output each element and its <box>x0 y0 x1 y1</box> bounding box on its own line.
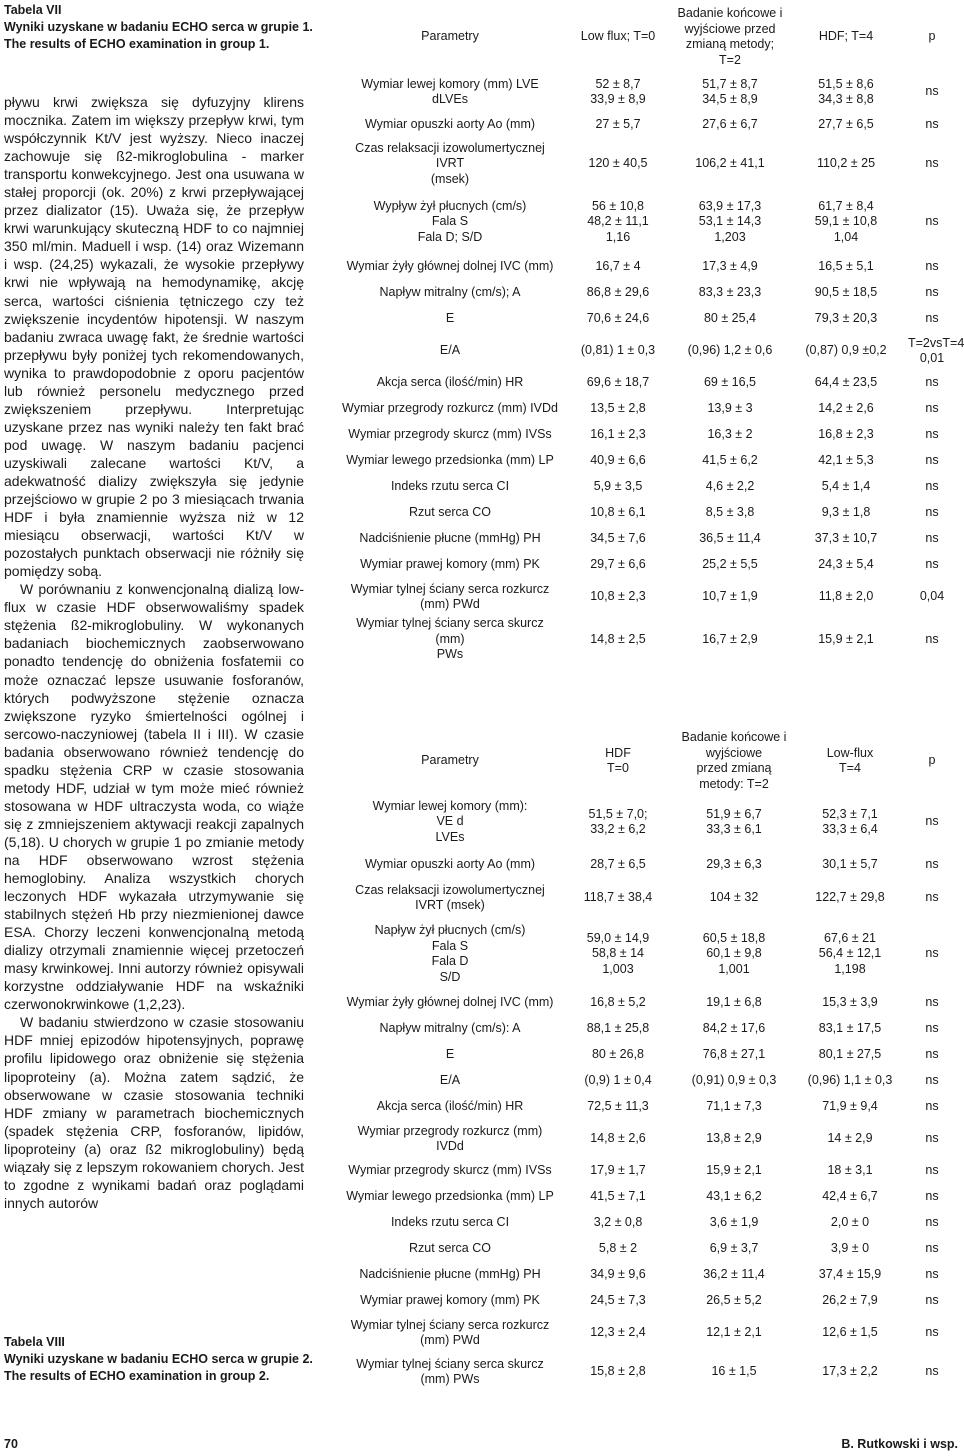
p-value-cell: ns <box>925 814 939 829</box>
table-vii-header-cell: Parametry <box>421 29 479 44</box>
value-cell: 104 ± 32 <box>709 890 759 905</box>
p-value-cell: ns <box>925 285 939 300</box>
table-viii-label: Tabela VIII <box>4 1335 65 1349</box>
value-cell: 36,2 ± 11,4 <box>703 1267 765 1282</box>
table-row <box>338 852 958 878</box>
parameter-cell: Wymiar opuszki aorty Ao (mm) <box>364 117 536 132</box>
table-row <box>338 190 958 254</box>
value-cell: 69,6 ± 18,7 <box>586 375 650 390</box>
p-value-cell: ns <box>925 214 939 229</box>
p-value-cell: ns <box>925 1099 939 1114</box>
value-cell: 14 ± 2,9 <box>827 1131 873 1146</box>
p-value-cell: ns <box>925 1364 939 1379</box>
parameter-cell: E/A <box>439 343 461 358</box>
value-cell: (0,81) 1 ± 0,3 <box>580 343 656 358</box>
table-vii-header-cell: Low flux; T=0 <box>580 29 656 44</box>
value-cell: 16,1 ± 2,3 <box>590 427 646 442</box>
value-cell: 16,7 ± 4 <box>595 259 641 274</box>
table-row <box>338 370 958 396</box>
p-value-cell: ns <box>925 156 939 171</box>
value-cell: 86,8 ± 29,6 <box>586 285 650 300</box>
p-value-cell: ns <box>925 427 939 442</box>
value-cell: 34,5 ± 7,6 <box>590 531 646 546</box>
p-value-cell: ns <box>925 1241 939 1256</box>
value-cell: 52,3 ± 7,1 33,3 ± 6,4 <box>822 806 878 836</box>
table-viii-title-en: The results of ECHO examination in group 2. <box>4 1369 270 1383</box>
p-value-cell: ns <box>925 1047 939 1062</box>
table-vii <box>338 2 964 663</box>
table-vii-title-pl: Wyniki uzyskane w badaniu ECHO serca w grupie 1. <box>4 20 313 34</box>
value-cell: 5,8 ± 2 <box>598 1241 638 1256</box>
value-cell: 27,6 ± 6,7 <box>702 117 758 132</box>
table-vii-caption <box>4 2 334 53</box>
table-row <box>338 878 958 918</box>
value-cell: 84,2 ± 17,6 <box>702 1021 766 1036</box>
value-cell: 14,8 ± 2,5 <box>590 631 646 646</box>
table-row <box>338 396 958 422</box>
body-paragraph-3: W badaniu stwierdzono w czasie stosowaniu HDF mniej epizodów hipotensyjnych, poprawę profilu lipidowego oraz obniżenie się stężenia lipoproteiny (a). Można zatem sądzić, że obserwowane w czasie stosowania techniki HDF zmiany w parametrach biochemicznych (spadek stężenia CRP, fosforanów, lipidów, lipoproteiny (a) oraz ß2 mikroglobuliny) będą wiązały się z lepszym rokowaniem chorych. Jest to zgodne z wynikami badań oraz poglądami innych autorów <box>4 1014 304 1211</box>
table-row <box>338 552 958 578</box>
table-row <box>338 1288 958 1314</box>
parameter-cell: Nadciśnienie płucne (mmHg) PH <box>359 531 541 546</box>
parameter-cell: Akcja serca (ilość/min) HR <box>376 375 524 390</box>
value-cell: 51,5 ± 8,6 34,3 ± 8,8 <box>818 76 874 106</box>
p-value-cell: ns <box>925 1021 939 1036</box>
table-row <box>338 1094 958 1120</box>
value-cell: 43,1 ± 6,2 <box>706 1189 762 1204</box>
p-value-cell: ns <box>925 1267 939 1282</box>
value-cell: 17,3 ± 2,2 <box>822 1364 878 1379</box>
parameter-cell: Wymiar opuszki aorty Ao (mm) <box>364 857 536 872</box>
value-cell: 16 ± 1,5 <box>711 1364 757 1379</box>
table-row <box>338 792 958 852</box>
parameter-cell: Akcja serca (ilość/min) HR <box>376 1099 524 1114</box>
parameter-cell: E <box>445 1047 455 1062</box>
value-cell: 56 ± 10,8 48,2 ± 11,1 1,16 <box>587 198 649 244</box>
value-cell: 24,3 ± 5,4 <box>818 557 874 572</box>
value-cell: 90,5 ± 18,5 <box>814 285 878 300</box>
value-cell: (0,9) 1 ± 0,4 <box>584 1073 652 1088</box>
value-cell: 25,2 ± 5,5 <box>702 557 758 572</box>
parameter-cell: Indeks rzutu serca CI <box>390 479 510 494</box>
table-viii-header-cell: Parametry <box>421 753 479 768</box>
p-value-cell: ns <box>925 259 939 274</box>
parameter-cell: Wymiar żyły głównej dolnej IVC (mm) <box>346 259 554 274</box>
value-cell: 118,7 ± 38,4 <box>583 890 653 905</box>
value-cell: 15,9 ± 2,1 <box>818 631 874 646</box>
p-value-cell: ns <box>925 995 939 1010</box>
p-value-cell: ns <box>925 401 939 416</box>
value-cell: 10,8 ± 6,1 <box>590 505 646 520</box>
table-viii-header-row <box>338 730 958 792</box>
p-value-cell: ns <box>925 531 939 546</box>
value-cell: 34,9 ± 9,6 <box>590 1267 646 1282</box>
value-cell: 42,1 ± 5,3 <box>818 453 874 468</box>
p-value-cell: ns <box>925 1163 939 1178</box>
value-cell: 63,9 ± 17,3 53,1 ± 14,3 1,203 <box>698 198 762 244</box>
p-value-cell: ns <box>925 375 939 390</box>
table-row <box>338 280 958 306</box>
p-value-cell: ns <box>925 1215 939 1230</box>
value-cell: 16,8 ± 5,2 <box>590 995 646 1010</box>
table-viii-title-pl: Wyniki uzyskane w badaniu ECHO serca w grupie 2. <box>4 1352 313 1366</box>
p-value-cell: ns <box>925 1189 939 1204</box>
value-cell: (0,96) 1,2 ± 0,6 <box>687 343 773 358</box>
body-paragraph-2: W porównaniu z konwencjonalną dializą low-flux w czasie HDF obserwowaliśmy spadek stężenia ß2-mikroglobuliny. W wykonanych badaniach biochemicznych zaobserwowano ponadto tendencję do obniżenia fosfatemii co może oznaczać lepsze usuwanie fosforanów, których podwyższone stężenie oznacza zwiększone ryzyko śmiertelności ogólnej i sercowo-naczyniowej (tabela II i III). W czasie badania obserwowano również tendencję do spadku stężenia CRP w czasie stosowania metody HDF, udział w tym może mieć również stosowana w HDF ultraczysta woda, co wiąże się z zmniejszeniem aktywacji reakcji zapalnych (5,18). U chorych w grupie 1 po zmianie metody na HDF obserwowano wzrost stężenia hemoglobiny. Analiza wszystkich chorych leczonych HDF wykazała utrzymywanie się stabilnych stężeń Hb przy niezmienionej dawce ESA. Chorzy leczeni konwencjonalną metodą dializy otrzymali znamiennie więcej przetoczeń masy krwinkowej. Inni autorzy również opisywali korzystne oddziaływanie HDF na wskaźniki czerwonokrwinkowe (1,2,23). <box>4 581 304 1013</box>
p-value-cell: ns <box>925 557 939 572</box>
parameter-cell: Wymiar lewej komory (mm): VE d LVEs <box>372 798 528 844</box>
value-cell: 110,2 ± 25 <box>816 156 876 171</box>
parameter-cell: Wymiar tylnej ściany serca rozkurcz (mm) PWd <box>350 1317 550 1347</box>
parameter-cell: Wymiar przegrody skurcz (mm) IVSs <box>348 427 552 442</box>
table-vii-header-cell: HDF; T=4 <box>818 29 874 44</box>
table-vii-header-cell: Badanie końcowe i wyjściowe przed zmianą metody; T=2 <box>677 6 783 67</box>
table-row <box>338 1236 958 1262</box>
value-cell: 41,5 ± 7,1 <box>590 1189 646 1204</box>
value-cell: 64,4 ± 23,5 <box>814 375 878 390</box>
parameter-cell: Czas relaksacji izowolumertycznej IVRT (msek) <box>355 140 545 186</box>
value-cell: 30,1 ± 5,7 <box>822 857 878 872</box>
p-value-cell: ns <box>925 1073 939 1088</box>
table-row <box>338 1210 958 1236</box>
value-cell: 122,7 ± 29,8 <box>815 890 885 905</box>
p-value-cell: ns <box>925 890 939 905</box>
value-cell: 4,6 ± 2,2 <box>705 479 755 494</box>
table-row <box>338 1120 958 1158</box>
table-row <box>338 448 958 474</box>
table-row <box>338 1042 958 1068</box>
table-row <box>338 616 958 663</box>
value-cell: 106,2 ± 41,1 <box>695 156 765 171</box>
value-cell: 29,7 ± 6,6 <box>590 557 646 572</box>
parameter-cell: Rzut serca CO <box>409 1241 491 1256</box>
value-cell: 36,5 ± 11,4 <box>699 531 761 546</box>
parameter-cell: Wymiar tylnej ściany serca skurcz (mm) PWs <box>356 1356 544 1386</box>
parameter-cell: Wymiar lewej komory (mm) LVE dLVEs <box>361 76 539 106</box>
parameter-cell: E <box>445 311 455 326</box>
p-value-cell: ns <box>925 453 939 468</box>
parameter-cell: Rzut serca CO <box>409 505 491 520</box>
parameter-cell: Nadciśnienie płucne (mmHg) PH <box>359 1267 541 1282</box>
value-cell: 3,2 ± 0,8 <box>593 1215 643 1230</box>
value-cell: 14,8 ± 2,6 <box>590 1131 646 1146</box>
parameter-cell: Wymiar tylnej ściany serca rozkurcz (mm) PWd <box>350 581 550 611</box>
value-cell: 10,8 ± 2,3 <box>590 589 646 604</box>
value-cell: 17,3 ± 4,9 <box>702 259 758 274</box>
table-row <box>338 918 958 990</box>
value-cell: 3,6 ± 1,9 <box>709 1215 759 1230</box>
parameter-cell: Wymiar lewego przedsionka (mm) LP <box>346 1189 554 1204</box>
table-row <box>338 1016 958 1042</box>
value-cell: 15,8 ± 2,8 <box>590 1364 646 1379</box>
value-cell: 18 ± 3,1 <box>827 1163 873 1178</box>
table-row <box>338 1352 958 1392</box>
table-row <box>338 1158 958 1184</box>
p-value-cell: ns <box>925 505 939 520</box>
table-viii-header-cell: HDF T=0 <box>605 745 631 775</box>
value-cell: 26,5 ± 5,2 <box>706 1293 762 1308</box>
value-cell: 16,5 ± 5,1 <box>818 259 874 274</box>
table-vii-header-row <box>338 2 958 72</box>
value-cell: 13,9 ± 3 <box>707 401 753 416</box>
table-row <box>338 474 958 500</box>
p-value-cell: 0,04 <box>919 589 945 604</box>
value-cell: 14,2 ± 2,6 <box>818 401 874 416</box>
parameter-cell: Napływ mitralny (cm/s); A <box>379 285 521 300</box>
value-cell: 5,4 ± 1,4 <box>821 479 871 494</box>
parameter-cell: Czas relaksacji izowolumertycznej IVRT (msek) <box>355 882 545 912</box>
parameter-cell: Wymiar tylnej ściany serca skurcz (mm) PWs <box>356 616 544 661</box>
value-cell: 9,3 ± 1,8 <box>821 505 871 520</box>
parameter-cell: Napływ mitralny (cm/s): A <box>379 1021 521 1036</box>
table-row <box>338 112 958 138</box>
value-cell: 120 ± 40,5 <box>588 156 648 171</box>
value-cell: 37,4 ± 15,9 <box>818 1267 882 1282</box>
table-row <box>338 1068 958 1094</box>
value-cell: 51,7 ± 8,7 34,5 ± 8,9 <box>702 76 758 106</box>
value-cell: 2,0 ± 0 <box>830 1215 870 1230</box>
value-cell: 8,5 ± 3,8 <box>705 505 755 520</box>
parameter-cell: Wymiar przegrody rozkurcz (mm) IVDd <box>342 401 558 416</box>
value-cell: 83,3 ± 23,3 <box>698 285 762 300</box>
value-cell: 12,6 ± 1,5 <box>822 1325 878 1340</box>
table-viii-caption <box>4 1334 334 1385</box>
table-viii <box>338 730 958 1392</box>
table-viii-header-cell: Badanie końcowe i wyjściowe przed zmianą metody: T=2 <box>681 730 787 791</box>
parameter-cell: Wymiar przegrody rozkurcz (mm) IVDd <box>357 1123 543 1153</box>
value-cell: 24,5 ± 7,3 <box>590 1293 646 1308</box>
parameter-cell: Wypływ żył płucnych (cm/s) Fala S Fala D; S/D <box>373 198 527 244</box>
value-cell: 10,7 ± 1,9 <box>702 589 758 604</box>
value-cell: 80 ± 26,8 <box>591 1047 645 1062</box>
value-cell: 70,6 ± 24,6 <box>586 311 650 326</box>
table-row <box>338 1314 958 1352</box>
value-cell: 88,1 ± 25,8 <box>586 1021 650 1036</box>
parameter-cell: Wymiar żyły głównej dolnej IVC (mm) <box>346 995 554 1010</box>
value-cell: 27 ± 5,7 <box>595 117 641 132</box>
body-text-column <box>4 93 304 1212</box>
value-cell: 67,6 ± 21 56,4 ± 12,1 1,198 <box>818 930 882 976</box>
table-vii-title-en: The results of ECHO examination in group 1. <box>4 37 270 51</box>
value-cell: 12,3 ± 2,4 <box>590 1325 646 1340</box>
parameter-cell: Wymiar prawej komory (mm) PK <box>360 557 540 572</box>
p-value-cell: ns <box>925 117 939 132</box>
value-cell: 52 ± 8,7 33,9 ± 8,9 <box>590 76 646 106</box>
value-cell: 80 ± 25,4 <box>703 311 757 326</box>
table-row <box>338 1262 958 1288</box>
running-author: B. Rutkowski i wsp. <box>841 1437 958 1451</box>
value-cell: 80,1 ± 27,5 <box>818 1047 882 1062</box>
table-row <box>338 422 958 448</box>
value-cell: 26,2 ± 7,9 <box>822 1293 878 1308</box>
p-value-cell: ns <box>925 631 939 646</box>
value-cell: 16,8 ± 2,3 <box>818 427 874 442</box>
value-cell: 17,9 ± 1,7 <box>590 1163 646 1178</box>
p-value-cell: T=2vsT=4 0,01 <box>908 335 964 365</box>
table-row <box>338 254 958 280</box>
value-cell: 59,0 ± 14,9 58,8 ± 14 1,003 <box>586 930 650 976</box>
p-value-cell: ns <box>925 1325 939 1340</box>
table-row <box>338 332 958 370</box>
value-cell: (0,87) 0,9 ±0,2 <box>805 343 887 358</box>
p-value-cell: ns <box>925 1131 939 1146</box>
value-cell: 15,9 ± 2,1 <box>706 1163 762 1178</box>
table-row <box>338 578 958 616</box>
value-cell: 3,9 ± 0 <box>830 1241 870 1256</box>
value-cell: 61,7 ± 8,4 59,1 ± 10,8 1,04 <box>814 198 878 244</box>
value-cell: 42,4 ± 6,7 <box>822 1189 878 1204</box>
value-cell: (0,91) 0,9 ± 0,3 <box>691 1073 777 1088</box>
table-row <box>338 306 958 332</box>
value-cell: 19,1 ± 6,8 <box>706 995 762 1010</box>
table-row <box>338 1184 958 1210</box>
parameter-cell: Wymiar prawej komory (mm) PK <box>360 1293 540 1308</box>
table-vii-header-cell: p <box>928 29 936 44</box>
value-cell: 71,9 ± 9,4 <box>822 1099 878 1114</box>
table-vii-label: Tabela VII <box>4 3 62 17</box>
value-cell: 6,9 ± 3,7 <box>709 1241 759 1256</box>
value-cell: 16,3 ± 2 <box>707 427 753 442</box>
body-paragraph-1: pływu krwi zwiększa się dyfuzyjny klirens mocznika. Zatem im większy przepływ krwi, tym współczynnik Kt/V jest wyższy. Nieco inaczej zachowuje się ß2-mikroglobulina - marker transportu konwekcyjnego. Jest ona usuwana w stałej proporcji (ok. 20%) z krwi przepływającej przez dializator (15). Uważa się, że przepływ krwi warunkujący skuteczną HDF to co najmniej 350 ml/min. Maduell i wsp. (14) oraz Wizemann i wsp. (24,25) wykazali, że wysokie przepływy krwi nie wpływają na hemodynamikę, akcję serca, wartości ciśnienia tętniczego czy też zwiększenie incydentów hipotensji. W naszym badaniu zwraca uwagę fakt, że średnie wartości przepływu były poniżej tych rekomendowanych, wynika to prawdopodobnie z oporu pacjentów lub również personelu medycznego przed zwiększeniem przepływu. Interpretując uzyskane przez nas wyniki należy ten fakt brać pod uwagę. W naszym badaniu pacjenci uzyskiwali zalecane wartości Kt/V, a adekwatność dializy zwiększyła się jedynie przejściowo w grupie 2 po 3 miesiącach trwania HDF i była znamiennie wyższa niż w 12 miesiącu obserwacji, wartości Kt/V w pozostałych punktach obserwacji nie różniły się pomiędzy sobą. <box>4 94 304 580</box>
value-cell: 72,5 ± 11,3 <box>587 1099 649 1114</box>
value-cell: 11,8 ± 2,0 <box>818 589 874 604</box>
value-cell: 60,5 ± 18,8 60,1 ± 9,8 1,001 <box>702 930 766 976</box>
value-cell: 51,5 ± 7,0; 33,2 ± 6,2 <box>588 806 648 836</box>
value-cell: 37,3 ± 10,7 <box>814 531 878 546</box>
table-row <box>338 526 958 552</box>
value-cell: 29,3 ± 6,3 <box>706 857 762 872</box>
page-number: 70 <box>4 1437 18 1451</box>
parameter-cell: Wymiar przegrody skurcz (mm) IVSs <box>348 1163 552 1178</box>
p-value-cell: ns <box>925 479 939 494</box>
value-cell: 71,1 ± 7,3 <box>706 1099 762 1114</box>
parameter-cell: E/A <box>439 1073 461 1088</box>
value-cell: 28,7 ± 6,5 <box>590 857 646 872</box>
table-viii-header-cell: Low-flux T=4 <box>826 745 874 775</box>
value-cell: 15,3 ± 3,9 <box>822 995 878 1010</box>
value-cell: 79,3 ± 20,3 <box>814 311 878 326</box>
p-value-cell: ns <box>925 946 939 961</box>
value-cell: 13,8 ± 2,9 <box>706 1131 762 1146</box>
value-cell: 76,8 ± 27,1 <box>702 1047 766 1062</box>
table-row <box>338 500 958 526</box>
table-row <box>338 990 958 1016</box>
value-cell: 12,1 ± 2,1 <box>706 1325 762 1340</box>
p-value-cell: ns <box>925 84 939 99</box>
p-value-cell: ns <box>925 1293 939 1308</box>
value-cell: 69 ± 16,5 <box>703 375 757 390</box>
parameter-cell: Indeks rzutu serca CI <box>390 1215 510 1230</box>
value-cell: 16,7 ± 2,9 <box>702 631 758 646</box>
value-cell: 40,9 ± 6,6 <box>590 453 646 468</box>
p-value-cell: ns <box>925 857 939 872</box>
table-row <box>338 72 958 112</box>
value-cell: 27,7 ± 6,5 <box>818 117 874 132</box>
parameter-cell: Napływ żył płucnych (cm/s) Fala S Fala D S/D <box>374 923 526 984</box>
value-cell: 13,5 ± 2,8 <box>590 401 646 416</box>
value-cell: 5,9 ± 3,5 <box>593 479 643 494</box>
value-cell: 41,5 ± 6,2 <box>702 453 758 468</box>
parameter-cell: Wymiar lewego przedsionka (mm) LP <box>346 453 554 468</box>
table-viii-header-cell: p <box>928 753 936 768</box>
value-cell: 51,9 ± 6,7 33,3 ± 6,1 <box>706 806 762 836</box>
table-row <box>338 138 958 190</box>
value-cell: (0,96) 1,1 ± 0,3 <box>807 1073 893 1088</box>
p-value-cell: ns <box>925 311 939 326</box>
value-cell: 83,1 ± 17,5 <box>818 1021 882 1036</box>
